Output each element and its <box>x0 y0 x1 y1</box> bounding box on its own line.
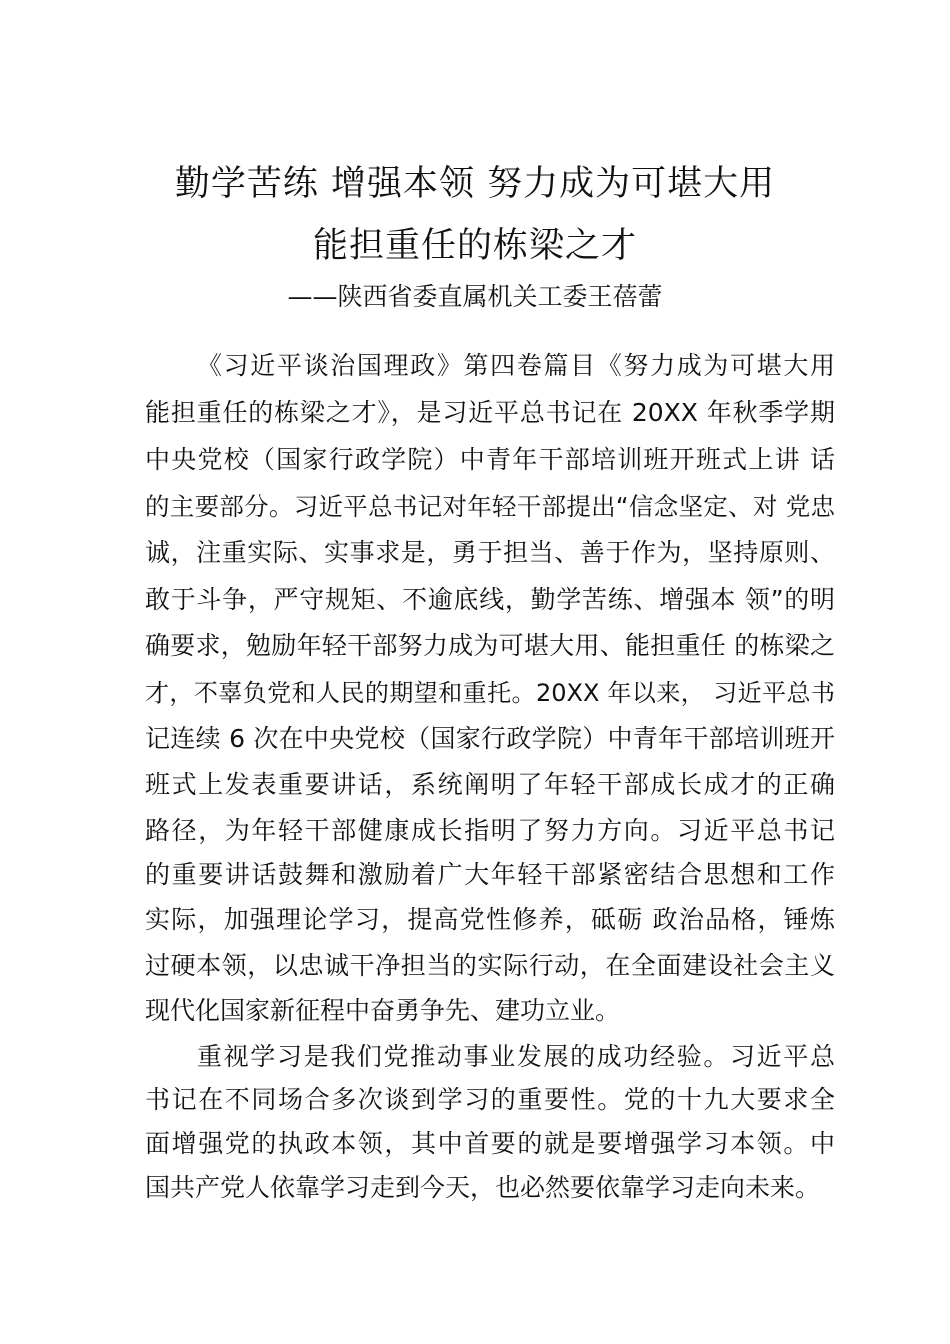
paragraph-line: 才，不辜负党和人民的期望和重托。20XX 年以来， 习近平总书 <box>145 679 835 707</box>
paragraph-line: 过硬本领，以忠诚干净担当的实际行动，在全面建设社会主义 <box>145 951 835 980</box>
paragraph-line: 确要求，勉励年轻干部努力成为可堪大用、能担重任 的栋梁之 <box>145 631 835 660</box>
paragraph-line: 记连续 6 次在中央党校（国家行政学院）中青年干部培训班开 <box>145 724 835 753</box>
paragraph-line: 书记在不同场合多次谈到学习的重要性。党的十九大要求全 <box>145 1085 835 1114</box>
document-byline: ——陕西省委直属机关工委王蓓蕾 <box>287 282 663 311</box>
paragraph-line: 的重要讲话鼓舞和激励着广大年轻干部紧密结合思想和工作 <box>145 860 835 889</box>
paragraph-line: 面增强党的执政本领，其中首要的就是要增强学习本领。中 <box>145 1129 835 1158</box>
document-title-line-2: 能担重任的栋梁之才 <box>312 226 637 266</box>
paragraph-line: 现代化国家新征程中奋勇争先、建功立业。 <box>145 996 621 1025</box>
paragraph-line: 中央党校（国家行政学院）中青年干部培训班开班式上讲 话 <box>145 445 835 474</box>
paragraph-line: 能担重任的栋梁之才》，是习近平总书记在 20XX 年秋季学期 <box>145 398 835 427</box>
paragraph-line: 班式上发表重要讲话，系统阐明了年轻干部成长成才的正确 <box>145 770 835 799</box>
paragraph-line: 的主要部分。习近平总书记对年轻干部提出“信念坚定、对 党忠 <box>145 492 835 521</box>
paragraph-line: 敢于斗争，严守规矩、不逾底线，勤学苦练、增强本 领”的明 <box>145 585 835 614</box>
paragraph-line: 重视学习是我们党推动事业发展的成功经验。习近平总 <box>197 1042 835 1071</box>
document-title-line-1: 勤学苦练 增强本领 努力成为可堪大用 <box>174 164 776 204</box>
paragraph-line: 国共产党人依靠学习走到今天，也必然要依靠学习走向未来。 <box>145 1173 821 1202</box>
paragraph-line: 诚，注重实际、实事求是，勇于担当、善于作为，坚持原则、 <box>145 538 835 567</box>
paragraph-line: 实际，加强理论学习，提高党性修养，砥砺 政治品格，锤炼 <box>145 905 835 934</box>
paragraph-line: 《习近平谈治国理政》第四卷篇目《努力成为可堪大用 <box>197 351 835 380</box>
paragraph-line: 路径，为年轻干部健康成长指明了努力方向。习近平总书记 <box>145 816 835 845</box>
